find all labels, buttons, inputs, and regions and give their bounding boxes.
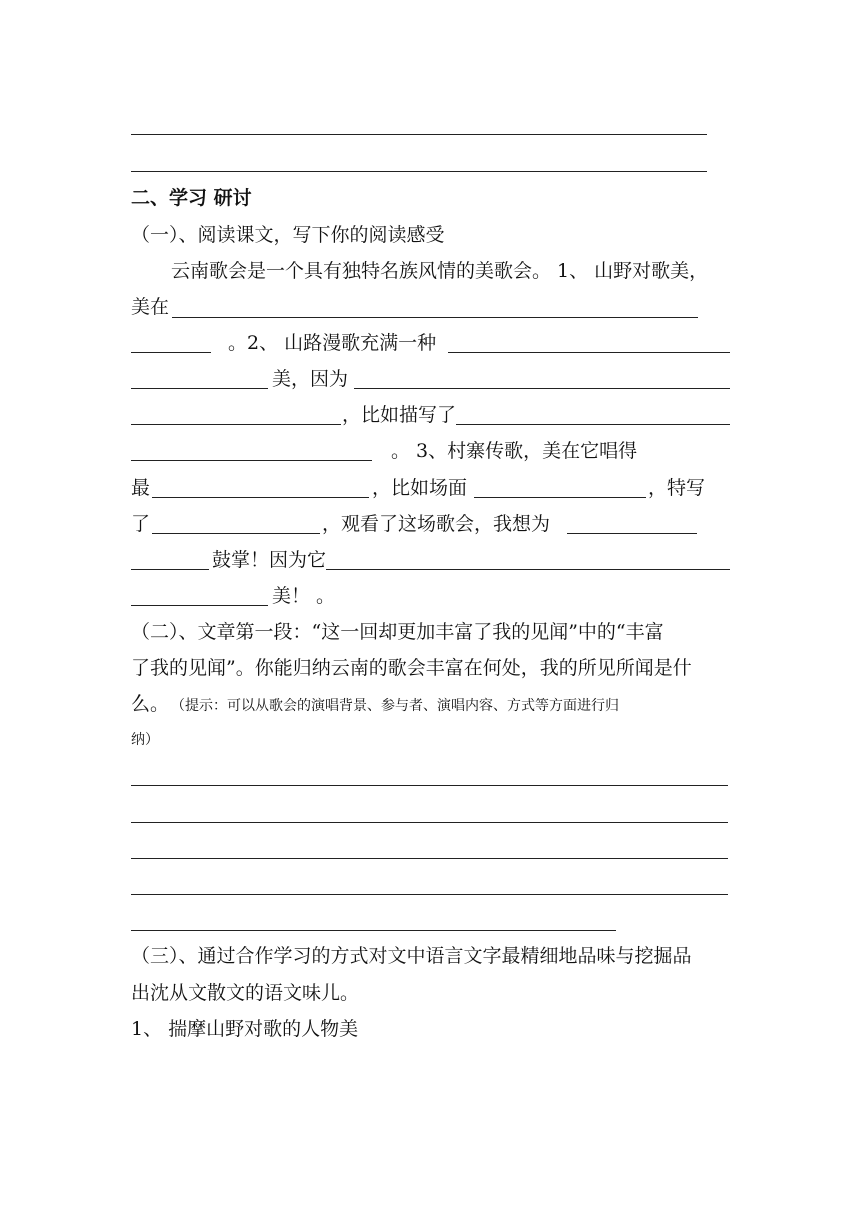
mei-end-label: 美！ 。: [272, 585, 336, 607]
le-label: 了: [131, 513, 151, 535]
blank-line-continue[interactable]: [131, 352, 211, 353]
biru-miaoxiele-label: ，比如描写了: [342, 404, 457, 426]
zui-label: 最: [131, 477, 151, 499]
answer-line[interactable]: [131, 822, 728, 823]
blank-described-cont[interactable]: [131, 460, 372, 461]
blank-because[interactable]: [354, 388, 730, 389]
mei-yinwei-label: 美，因为: [272, 368, 349, 390]
part2-hint-cont: 纳）: [131, 732, 159, 748]
blank-kind-cont[interactable]: [131, 388, 268, 389]
blank-closeup[interactable]: [152, 533, 320, 534]
answer-line[interactable]: [131, 930, 616, 931]
mei-zai-label: 美在: [131, 296, 170, 318]
answer-line: [131, 134, 707, 135]
answer-line[interactable]: [131, 785, 728, 786]
guzhang-label: 鼓掌！因为它: [212, 549, 327, 571]
answer-line[interactable]: [131, 858, 728, 859]
part3-line2: 出沈从文散文的语文味儿。: [131, 982, 360, 1004]
guankan-text: ，观看了这场歌会，我想为: [322, 513, 551, 535]
blank-described[interactable]: [456, 424, 730, 425]
part2-hint: （提示：可以从歌会的演唱背景、参与者、演唱内容、方式等方面进行归: [171, 698, 619, 714]
part1-intro: 云南歌会是一个具有独特名族风情的美歌会。 1、 山野对歌美，: [171, 260, 709, 282]
blank-applaud-cont[interactable]: [131, 569, 209, 570]
blank-mei-zai[interactable]: [172, 317, 698, 318]
answer-line: [131, 171, 707, 172]
blank-because-cont[interactable]: [131, 424, 341, 425]
biru-changmian-label: ，比如场面: [372, 477, 468, 499]
blank-reason[interactable]: [326, 569, 730, 570]
part1-title: （一）、阅读课文，写下你的阅读感受: [131, 224, 445, 246]
part2-line1: （二）、文章第一段：“这一回却更加丰富了我的见闻”中的“丰富: [131, 621, 664, 643]
item2-prefix: 。2、 山路漫歌充满一种: [228, 332, 437, 354]
answer-line[interactable]: [131, 894, 728, 895]
part2-line2: 了我的见闻”。你能归纳云南的歌会丰富在何处，我的所见所闻是什: [131, 657, 692, 679]
part3-line1: （三）、通过合作学习的方式对文中语言文字最精细地品味与挖掘品: [131, 945, 692, 967]
item3-text: 。 3、村寨传歌，美在它唱得: [391, 440, 638, 462]
section-heading: 二、学习 研讨: [131, 187, 252, 209]
blank-scene[interactable]: [474, 497, 646, 498]
part3-item1: 1、 揣摩山野对歌的人物美: [131, 1018, 359, 1040]
part2-line3a: 么。: [131, 693, 170, 715]
blank-kind[interactable]: [448, 352, 730, 353]
blank-reason-cont[interactable]: [131, 605, 268, 606]
texie-label: ，特写: [648, 477, 706, 499]
blank-applaud-for[interactable]: [567, 533, 697, 534]
blank-most[interactable]: [152, 497, 369, 498]
